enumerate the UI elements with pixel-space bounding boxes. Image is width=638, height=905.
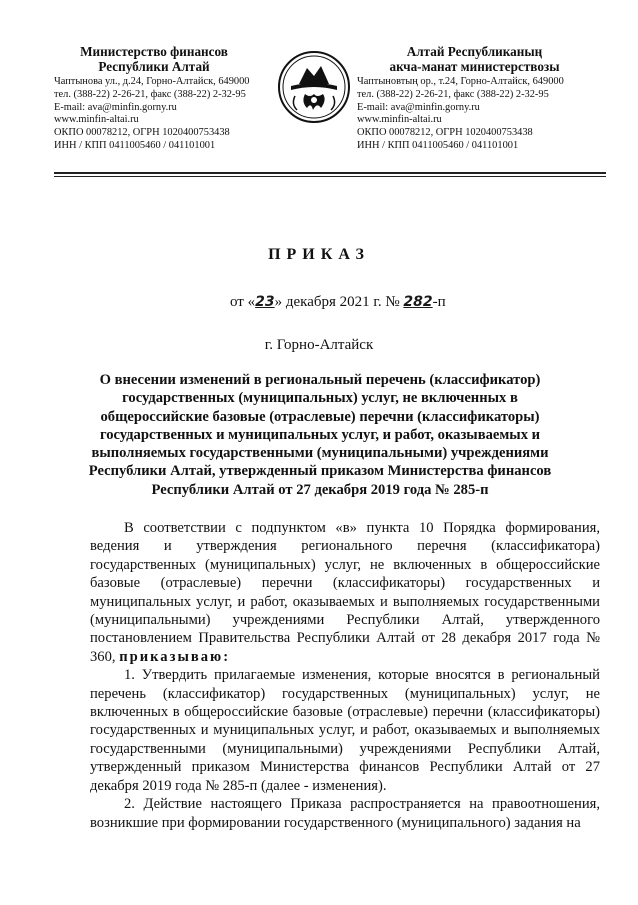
item-1-paragraph: 1. Утвердить прилагаемые изменения, которые вносятся в региональный перечень (классификатор) государственных (муниципальных) услуг, не включенных в общероссийские базовые (отраслевые) перечни (классификаторы) государственных и муниципальных услуг, и работ, оказываемых и выполняемых государственными (муниципальными) учреждениями Республики Алтай, утвержденный приказом Министерства финансов Республики Алтай от 27 декабря 2019 года № 285-п (далее - изменения). xyxy=(90,667,600,794)
order-number-suffix: -п xyxy=(432,294,446,310)
email-ru: E-mail: ava@minfin.gorny.ru xyxy=(54,101,177,113)
contact-info-alt xyxy=(357,76,607,153)
phone-alt: тел. (388-22) 2-26-21, факс (388-22) 2-32-95 xyxy=(357,88,549,100)
inn-ru: ИНН / КПП 0411005460 / 041101001 xyxy=(54,139,216,151)
contact-info-ru xyxy=(54,76,284,153)
letterhead-divider-thin xyxy=(54,176,606,177)
order-city: г. Горно-Алтайск xyxy=(264,337,374,353)
item-2-paragraph: 2. Действие настоящего Приказа распространяется на правоотношения, возникшие при формировании государственного (муниципального) задания на xyxy=(90,796,600,831)
preamble-paragraph xyxy=(90,519,600,666)
website-alt: www.minfin-altai.ru xyxy=(357,114,442,126)
letterhead-russian xyxy=(54,44,284,153)
date-day-handwritten: 23 xyxy=(255,294,275,310)
letterhead-altai xyxy=(357,44,607,153)
letterhead xyxy=(0,0,638,180)
ministry-name-ru-line1: Министерство финансов xyxy=(80,44,228,59)
phone-ru: тел. (388-22) 2-26-21, факс (388-22) 2-32-95 xyxy=(54,88,246,100)
ministry-name-alt xyxy=(357,44,592,74)
order-date-line xyxy=(230,294,470,311)
date-suffix: » декабря 2021 г. № xyxy=(274,294,400,310)
order-title: ПРИКАЗ xyxy=(268,246,370,263)
okpo-ru: ОКПО 00078212, ОГРН 1020400753438 xyxy=(54,127,230,139)
ministry-name-alt-line1: Алтай Республиканың xyxy=(406,44,543,59)
order-subject: О внесении изменений в региональный перечень (классификатор) государственных (муниципальных) услуг, не включенных в общероссийские базовые (отраслевые) перечни (классификаторы) государственных и муниципальных услуг, и работ, оказываемых и выполняемых государственными (муниципальными) учреждениями Республики Алтай, утвержденный приказом Министерства финансов Республики Алтай от 27 декабря 2019 года № 285-п xyxy=(88,372,552,498)
preamble-text: В соответствии с подпунктом «в» пункта 10 Порядка формирования, ведения и утверждения регионального перечня (классификатора) государственных (муниципальных) услуг, не включенных в общероссийские базовые (отраслевые) перечни (классификаторы) государственных и муниципальных услуг, и работ, оказываемых и выполняемых государственными (муниципальными) учреждениями Республики Алтай, утвержденного постановлением Правительства Республики Алтай от 28 декабря 2017 года № 360, xyxy=(90,520,600,665)
address-alt: Чаптыновтың ор., т.24, Горно-Алтайск, 649000 xyxy=(357,76,564,87)
date-prefix: от « xyxy=(230,294,256,310)
letterhead-divider-thick xyxy=(54,172,606,174)
ministry-name-ru-line2: Республики Алтай xyxy=(98,59,210,74)
email-alt: E-mail: ava@minfin.gorny.ru xyxy=(357,101,480,113)
ministry-name-ru xyxy=(54,44,254,74)
ministry-name-alt-line2: акча-манат министерствозы xyxy=(389,59,560,74)
website-ru: www.minfin-altai.ru xyxy=(54,114,139,126)
altai-republic-emblem-icon xyxy=(277,50,351,124)
directive-word: приказываю: xyxy=(119,648,231,665)
order-number-handwritten: 282 xyxy=(403,294,433,310)
address-ru: Чаптынова ул., д.24, Горно-Алтайск, 649000 xyxy=(54,76,250,87)
order-body xyxy=(90,519,600,832)
inn-alt: ИНН / КПП 0411005460 / 041101001 xyxy=(357,139,519,151)
okpo-alt: ОКПО 00078212, ОГРН 1020400753438 xyxy=(357,127,533,139)
